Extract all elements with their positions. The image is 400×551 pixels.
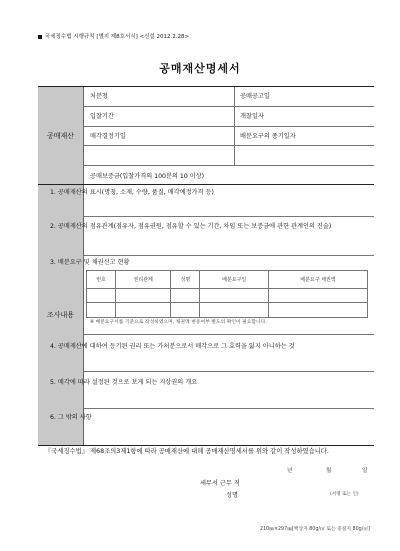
legal-reference-text: 국세징수법 시행규칙 [별지 제8호서식] <신설 2012.2.28>	[45, 34, 190, 40]
date-year: 년	[287, 468, 293, 474]
item-divider	[84, 408, 374, 409]
claims-table-header-row	[87, 271, 368, 289]
field-bid-period: 입찰기간	[90, 113, 114, 120]
item-other-matters: 6. 그 밖의 사항	[50, 414, 92, 421]
claims-note: ※ 배분요구서를 기준으로 작성하였으며, 채권액 변동여부 별도의 확인이 필요합니다.	[90, 320, 267, 325]
page-title: 공매재산명세서	[159, 62, 241, 75]
table-row	[87, 288, 368, 303]
bullet-square-icon	[38, 35, 42, 39]
claims-header-amount: 배분요구 채권액	[268, 271, 367, 289]
field-opening-date: 개찰일자	[240, 113, 264, 120]
item-divider	[84, 255, 374, 256]
field-deposit: 공매보증금(입찰가격의 100분의 10 이상)	[90, 173, 205, 180]
item-possession-relation: 2. 공매재산의 점유관계(점유자, 점유권원, 점유할 수 있는 기간, 차임 또는 보증금에 관한 관계인의 진술)	[50, 223, 332, 230]
section-divider	[38, 184, 374, 185]
section-label-property: 공매재산	[38, 87, 84, 184]
claims-header-right: 권리관계	[116, 271, 171, 289]
signature-note: (서명 또는 인)	[330, 492, 359, 497]
item-property-description: 1. 공매재산의 표시(명칭, 소재, 수량, 품질, 매각예정가격 등)	[50, 189, 214, 196]
claims-table	[86, 270, 368, 318]
row-divider	[84, 106, 374, 107]
item-divider	[84, 334, 374, 335]
field-public-notice-date: 공매공고일	[240, 93, 270, 100]
legal-reference	[38, 32, 189, 40]
claims-header-name: 성명	[171, 271, 200, 289]
row-divider	[84, 145, 374, 146]
claims-header-number: 번호	[87, 271, 116, 289]
name-label: 성명	[226, 492, 238, 499]
row-divider	[84, 126, 374, 127]
paper-size-footer: 210㎜×297㎜[백상지 80g/㎡ 또는 중질지 80g/㎡]	[260, 527, 370, 532]
declaration-text: 『국세징수법』 제68조의3제1항에 따라 공매재산에 대해 공매재산명세서를 위와 같이 작성하였습니다.	[45, 448, 329, 455]
field-disposing-office: 처분청	[90, 93, 108, 100]
date-month: 월	[326, 468, 332, 474]
field-sale-decision-date: 매각결정기일	[90, 133, 126, 140]
tax-office-line: 세무서 근무 직	[200, 480, 240, 487]
row-divider	[84, 165, 374, 166]
item-divider	[84, 216, 374, 217]
date-day: 일	[362, 468, 368, 474]
item-divider	[84, 371, 374, 372]
item-superficies: 5. 매각에 따라 설정된 것으로 보게 되는 지상권의 개요	[50, 379, 198, 386]
field-distribution-deadline: 배분요구의 종기일자	[240, 133, 296, 140]
claims-header-request-date: 배분요구일	[200, 271, 268, 289]
item-registered-rights: 4. 공매재산에 대하여 등기된 권리 또는 가처분으로서 매각으로 그 효력을 잃지 아니하는 것	[50, 343, 295, 350]
table-row	[87, 303, 368, 318]
section-label-investigation: 조사내용	[38, 185, 84, 445]
item-distribution-claims: 3. 배분요구 및 채권신고 현황	[50, 259, 130, 266]
